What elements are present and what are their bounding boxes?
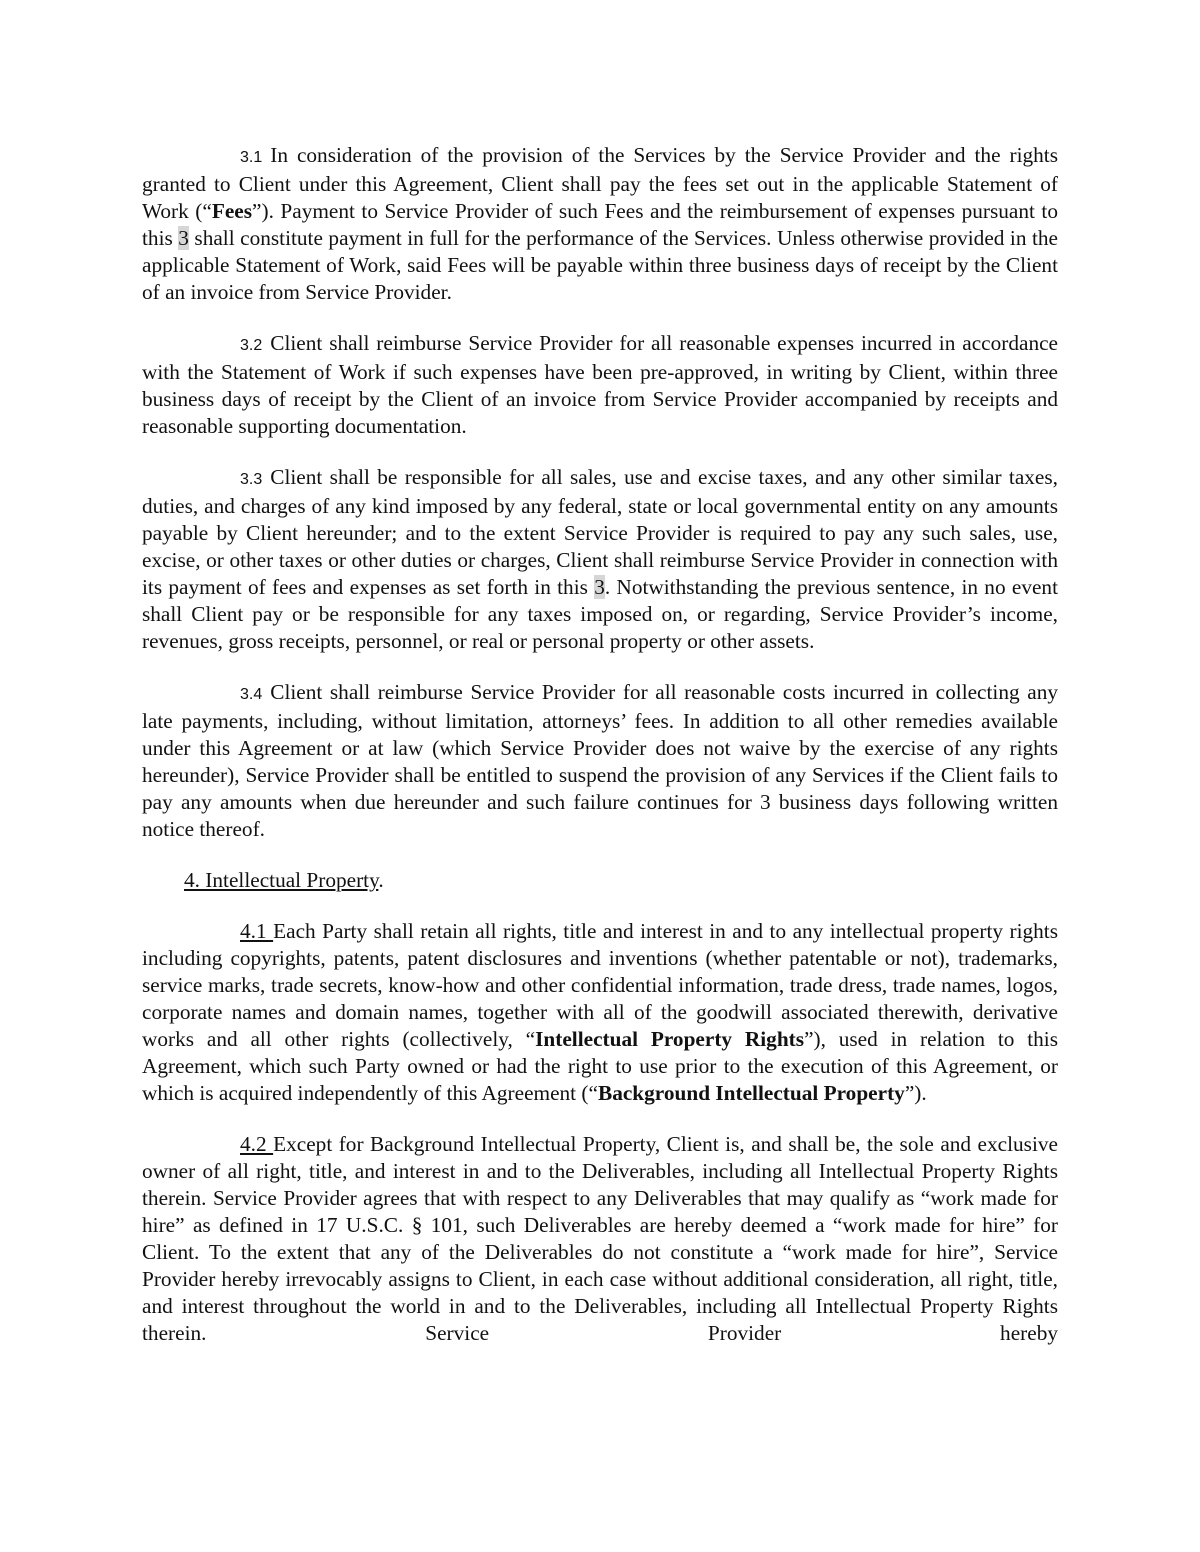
defined-term: Background Intellectual Property	[597, 1081, 905, 1105]
defined-term: Fees	[211, 199, 253, 223]
cross-reference-field[interactable]: 3	[178, 226, 189, 250]
defined-term: Intellectual Property Rights	[535, 1027, 805, 1051]
document-page	[142, 142, 1058, 1371]
clause-number: 3.4	[240, 686, 263, 703]
clause-3-4: 3.4 Client shall reimburse Service Provider for all reasonable costs incurred in collecting any late payments, including, without limitation, attorneys’ fees. In addition to all other remedies available under this Agreement or at law (which Service Provider does not waive by the exercise of any rights hereunder), Service Provider shall be entitled to suspend the provision of any Services if the Client fails to pay any amounts when due hereunder and such failure continues for 3 business days following written notice thereof.	[142, 680, 1058, 841]
clause-4-1: 4.1 Each Party shall retain all rights, title and interest in and to any intellectual property rights including copyrights, patents, patent disclosures and inventions (whether patentable or not), trademarks, service marks, trade secrets, know-how and other confidential information, trade dress, trade names, logos, corporate names and domain names, together with all of the goodwill associated therewith, derivative works and all other rights (collectively, “Intellectual Property Rights”), used in relation to this Agreement, which such Party owned or had the right to use prior to the execution of this Agreement, or which is acquired independently of this Agreement (“Background Intellectual Property”).	[142, 919, 1059, 1105]
clause-3-2: 3.2 Client shall reimburse Service Provider for all reasonable expenses incurred in accordance with the Statement of Work if such expenses have been pre-approved, in writing by Client, within three business days of receipt by the Client of an invoice from Service Provider accompanied by receipts and reasonable supporting documentation.	[142, 331, 1058, 438]
clause-4-2: 4.2 Except for Background Intellectual Property, Client is, and shall be, the sole and exclusive owner of all right, title, and interest in and to the Deliverables, including all Intellectual Property Rights therein. Service Provider agrees that with respect to any Deliverables that may qualify as “work made for hire” as defined in 17 U.S.C. § 101, such Deliverables are hereby deemed a “work made for hire” for Client. To the extent that any of the Deliverables do not constitute a “work made for hire”, Service Provider hereby irrevocably assigns to Client, in each case without additional consideration, all right, title, and interest throughout the world in and to the Deliverables, including all Intellectual Property Rights therein. Service Provider hereby	[142, 1132, 1058, 1345]
clause-3-1: 3.1 In consideration of the provision of the Services by the Service Provider and the rights granted to Client under this Agreement, Client shall pay the fees set out in the applicable Statement of Work (“Fees”). Payment to Service Provider of such Fees and the reimbursement of expenses pursuant to this 3 shall constitute payment in full for the performance of the Services. Unless otherwise provided in the applicable Statement of Work, said Fees will be payable within three business days of receipt by the Client of an invoice from Service Provider.	[142, 143, 1058, 304]
clause-number: 4.1	[240, 919, 274, 943]
clause-number: 3.1	[240, 149, 263, 166]
clause-number: 4.2	[240, 1132, 274, 1156]
section-4-heading: 4. Intellectual Property.	[184, 868, 384, 892]
clause-number: 3.3	[240, 471, 263, 488]
clause-3-3: 3.3 Client shall be responsible for all sales, use and excise taxes, and any other similar taxes, duties, and charges of any kind imposed by any federal, state or local governmental entity on any amounts payable by Client hereunder; and to the extent Service Provider is required to pay any such sales, use, excise, or other taxes or other duties or charges, Client shall reimburse Service Provider in connection with its payment of fees and expenses as set forth in this 3. Notwithstanding the previous sentence, in no event shall Client pay or be responsible for any taxes imposed on, or regarding, Service Provider’s income, revenues, gross receipts, personnel, or real or personal property or other assets.	[142, 465, 1058, 653]
clause-number: 3.2	[240, 337, 263, 354]
cross-reference-field[interactable]: 3	[594, 575, 605, 599]
